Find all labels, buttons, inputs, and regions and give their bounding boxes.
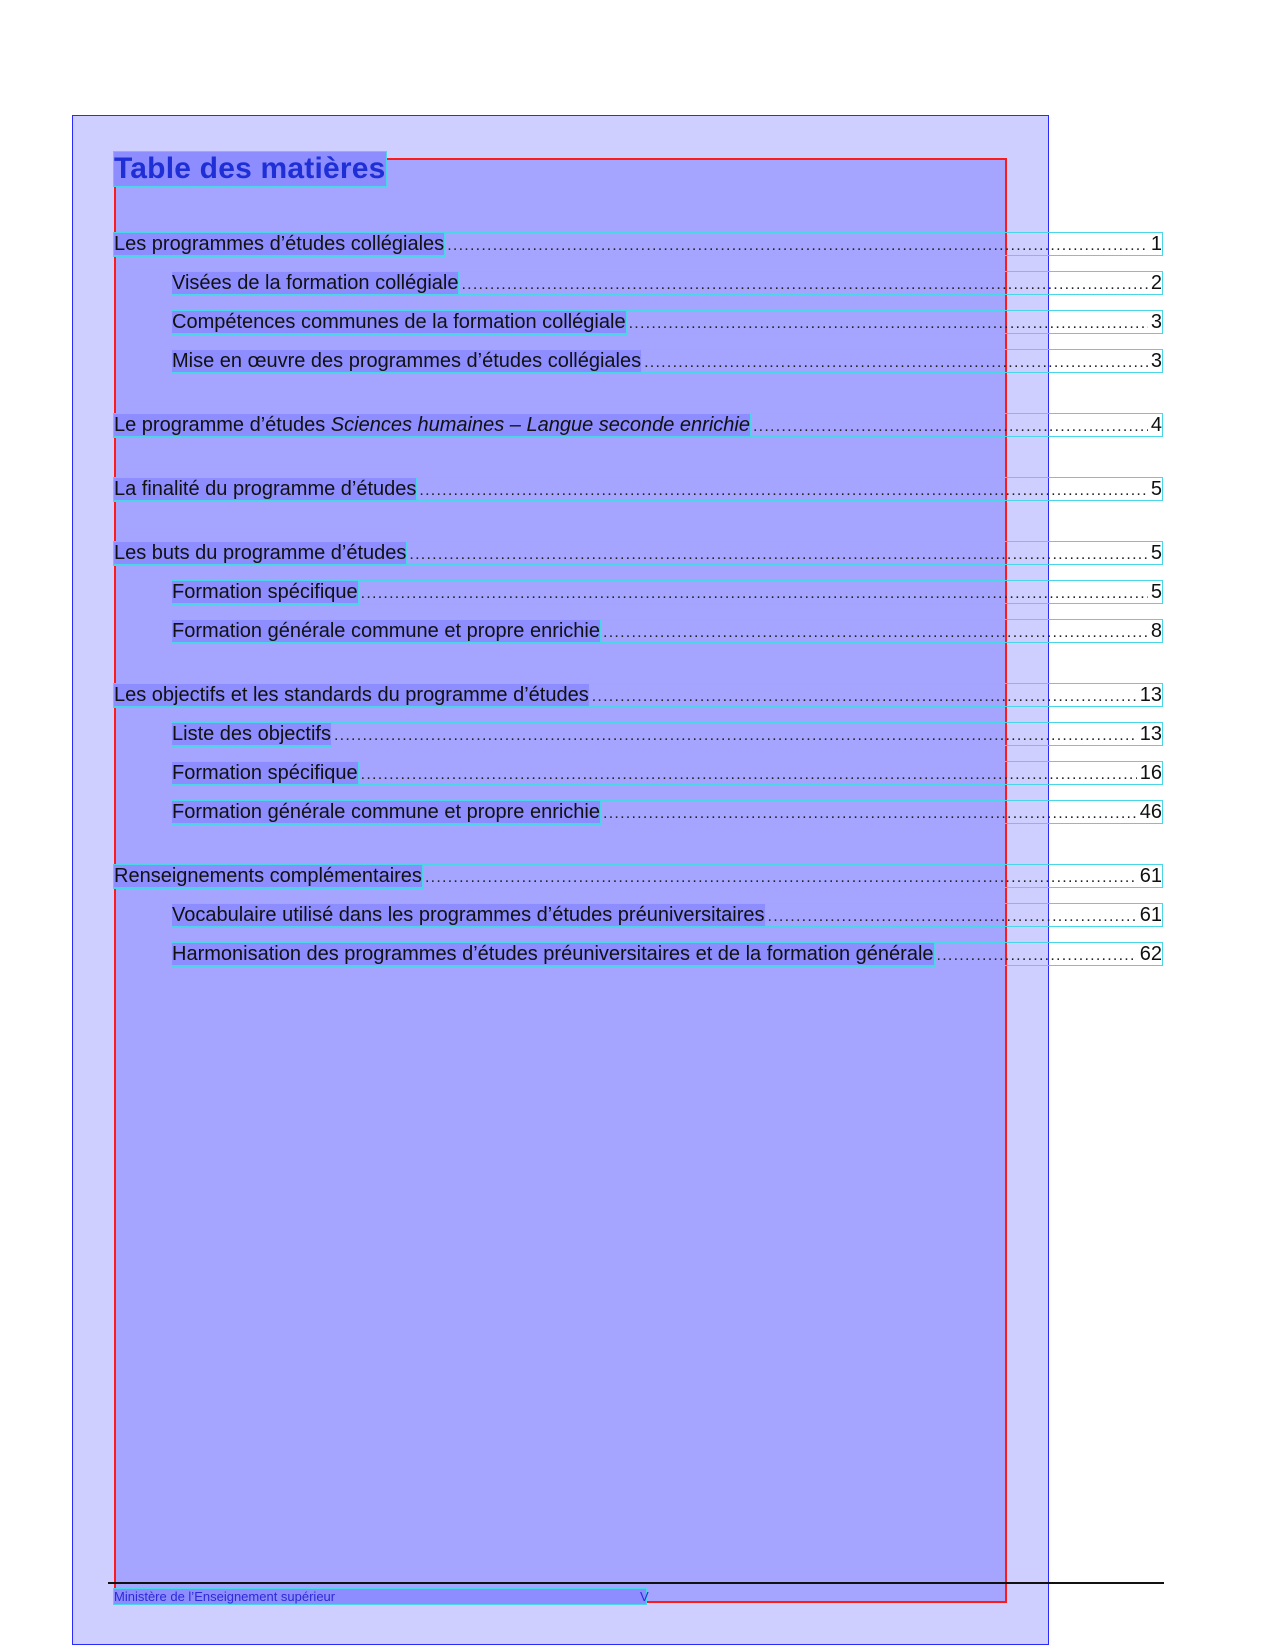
toc-entry-text-prefix: Le programme d’études <box>114 414 331 436</box>
toc-entry[interactable] <box>172 762 1162 784</box>
toc-entry[interactable] <box>172 581 1162 603</box>
leader-dots <box>334 723 1137 746</box>
toc-entry[interactable] <box>114 414 1162 436</box>
toc-entry-text: Mise en œuvre des programmes d’études collégiales <box>172 350 642 372</box>
leader-dots <box>419 478 1147 501</box>
toc-entry-page: 3 <box>1150 350 1162 372</box>
toc-entry-page: 3 <box>1150 311 1162 333</box>
leader-dots <box>753 414 1148 437</box>
leader-dots <box>768 904 1137 927</box>
toc-entry[interactable] <box>172 311 1162 333</box>
leader-dots <box>361 762 1137 785</box>
toc-entry[interactable] <box>114 478 1162 500</box>
toc-entry-page: 5 <box>1150 581 1162 603</box>
toc-entry-text: Liste des objectifs <box>172 723 331 745</box>
footer-rule <box>108 1582 1164 1584</box>
toc-entry-page: 2 <box>1150 272 1162 294</box>
leader-dots <box>629 311 1148 334</box>
toc-entry-page: 1 <box>1150 233 1162 255</box>
leader-dots <box>603 620 1148 643</box>
toc-entry[interactable] <box>172 943 1162 965</box>
leader-dots <box>937 943 1137 966</box>
toc-entry-text <box>114 414 750 437</box>
toc-entry-page: 16 <box>1139 762 1162 784</box>
toc-entry-text: Les programmes d’études collégiales <box>114 233 445 255</box>
toc-entry-text: Harmonisation des programmes d’études préuniversitaires et de la formation générale <box>172 943 934 965</box>
toc-entry-page: 13 <box>1139 723 1162 745</box>
leader-dots <box>603 801 1137 824</box>
toc-entry[interactable] <box>114 865 1162 887</box>
toc-entry-text: Visées de la formation collégiale <box>172 272 459 294</box>
toc-entry-page: 4 <box>1150 414 1162 436</box>
program-name: Sciences humaines – Langue seconde enrichie <box>330 414 750 436</box>
toc-entry-page: 5 <box>1150 542 1162 564</box>
toc-entry[interactable] <box>114 542 1162 564</box>
toc-entry-text: Formation spécifique <box>172 762 358 784</box>
leader-dots <box>361 581 1148 604</box>
leader-dots <box>592 684 1137 707</box>
toc-entry-text: Vocabulaire utilisé dans les programmes d’études préuniversitaires <box>172 904 765 926</box>
toc-entry-page: 8 <box>1150 620 1162 642</box>
leader-dots <box>447 233 1148 256</box>
leader-dots <box>461 272 1147 295</box>
toc-entry-text: Formation générale commune et propre enrichie <box>172 620 600 642</box>
toc-entry[interactable] <box>172 801 1162 823</box>
toc-entry-page: 13 <box>1139 684 1162 706</box>
toc-entry[interactable] <box>172 723 1162 745</box>
toc-entry-text: Compétences communes de la formation collégiale <box>172 311 626 333</box>
toc-entry[interactable] <box>172 350 1162 372</box>
toc-entry-text: Les objectifs et les standards du programme d’études <box>114 684 589 706</box>
toc-entry[interactable] <box>172 620 1162 642</box>
footer-ministry: Ministère de l’Enseignement supérieur <box>114 1589 646 1604</box>
toc-entry-text: Formation spécifique <box>172 581 358 603</box>
toc-entry-page: 5 <box>1150 478 1162 500</box>
toc-entry[interactable] <box>114 233 1162 255</box>
page-title: Table des matières <box>114 152 386 185</box>
toc-entry-page: 61 <box>1139 865 1162 887</box>
toc-entry-text: Les buts du programme d’études <box>114 542 407 564</box>
toc-entry-text: La finalité du programme d’études <box>114 478 417 500</box>
leader-dots <box>409 542 1147 565</box>
toc-entry-text: Renseignements complémentaires <box>114 865 422 887</box>
toc-entry-text: Formation générale commune et propre enrichie <box>172 801 600 823</box>
toc-entry[interactable] <box>172 272 1162 294</box>
toc-entry[interactable] <box>172 904 1162 926</box>
leader-dots <box>425 865 1137 888</box>
footer-page-number: V <box>640 1589 649 1604</box>
leader-dots <box>644 350 1148 373</box>
toc-entry-page: 62 <box>1139 943 1162 965</box>
toc-entry[interactable] <box>114 684 1162 706</box>
toc-entry-page: 46 <box>1139 801 1162 823</box>
toc-entry-page: 61 <box>1139 904 1162 926</box>
